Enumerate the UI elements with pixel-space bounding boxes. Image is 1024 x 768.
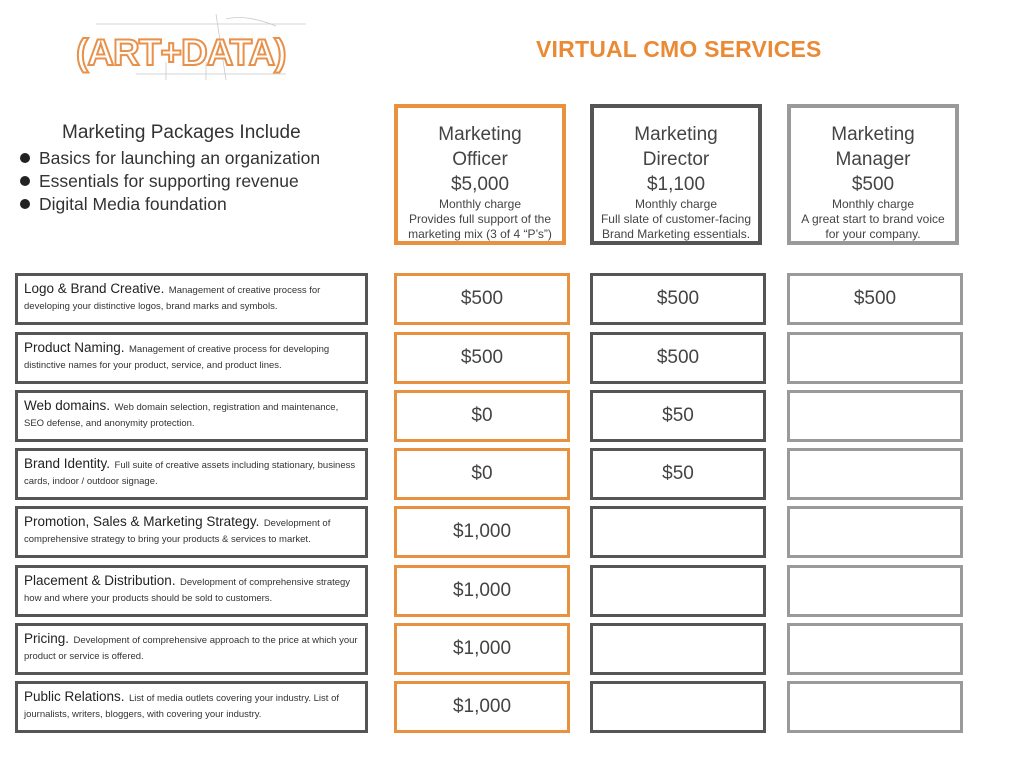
logo-wordmark: (ART+DATA)	[76, 32, 286, 73]
service-row-public-relations	[15, 681, 368, 733]
service-row-promotion	[15, 506, 368, 558]
price-cell-manager	[787, 390, 963, 442]
plan-name-line1: Marketing	[831, 124, 915, 145]
service-row-logo-brand	[15, 273, 368, 325]
service-description: Management of creative process for developing your distinctive logos, brand marks and symbols.	[24, 285, 321, 312]
service-name: Pricing.	[24, 631, 70, 646]
plan-price: $5,000	[450, 174, 510, 195]
plan-name-line1: Marketing	[634, 124, 718, 145]
service-row-product-naming	[15, 332, 368, 384]
service-name: Public Relations.	[24, 689, 125, 704]
service-row-web-domains	[15, 390, 368, 442]
art-data-logo	[76, 14, 312, 80]
service-name: Product Naming.	[24, 340, 125, 355]
price-cell-director	[590, 565, 766, 617]
price-cell-officer: $1,000	[394, 506, 570, 558]
price-cell-officer: $0	[394, 448, 570, 500]
plan-desc-line2: marketing mix (3 of 4 “P’s”)	[408, 227, 552, 241]
service-name: Placement & Distribution.	[24, 573, 176, 588]
bullet-text: Basics for launching an organization	[39, 148, 321, 168]
service-description: Development of comprehensive strategy how and where your products should be sold to customers.	[24, 577, 351, 604]
page-title: VIRTUAL CMO SERVICES	[536, 36, 822, 62]
service-row-placement	[15, 565, 368, 617]
plan-name-line2: Manager	[835, 149, 911, 170]
price-cell-manager	[787, 565, 963, 617]
plan-charge-label: Monthly charge	[831, 197, 915, 211]
price-cell-director: $500	[590, 273, 766, 325]
plan-name-line1: Marketing	[438, 124, 522, 145]
plan-desc-line1: Full slate of customer-facing	[600, 212, 752, 226]
bullet-dot-icon	[20, 199, 30, 209]
price-cell-manager: $500	[787, 273, 963, 325]
price-cell-director: $500	[590, 332, 766, 384]
price-cell-director: $50	[590, 448, 766, 500]
service-description: Development of comprehensive approach to the price at which your product or service is offered.	[24, 635, 358, 662]
plan-price: $500	[851, 174, 895, 195]
packages-heading: Marketing Packages Include	[62, 122, 301, 143]
service-description: Development of comprehensive strategy to bring your products & services to market.	[24, 518, 331, 545]
price-cell-manager	[787, 623, 963, 675]
service-description: Web domain selection, registration and maintenance, SEO defense, and anonymity protection.	[24, 402, 339, 429]
service-description: Management of creative process for developing distinctive names for your product, service, and product lines.	[24, 344, 330, 371]
plan-name-line2: Director	[642, 149, 710, 170]
price-cell-manager	[787, 332, 963, 384]
price-cell-director	[590, 623, 766, 675]
service-name: Logo & Brand Creative.	[24, 281, 165, 296]
plan-desc-line2: for your company.	[825, 227, 921, 241]
plan-name-line2: Officer	[452, 149, 508, 170]
plan-card-marketing-director	[590, 104, 762, 245]
price-cell-officer: $1,000	[394, 623, 570, 675]
price-cell-officer: $500	[394, 273, 570, 325]
service-description: List of media outlets covering your industry. List of journalists, writers, bloggers, with covering your industry.	[24, 693, 339, 720]
service-name: Promotion, Sales & Marketing Strategy.	[24, 514, 260, 529]
plan-card-marketing-manager	[787, 104, 959, 245]
plan-desc-line1: A great start to brand voice	[801, 212, 945, 226]
packages-bullet-list	[20, 147, 320, 216]
service-name: Web domains.	[24, 398, 111, 413]
service-description: Full suite of creative assets including stationary, business cards, indoor / outdoor signage.	[24, 460, 356, 487]
bullet-item	[20, 170, 320, 193]
bullet-text: Digital Media foundation	[39, 194, 227, 214]
price-cell-officer: $1,000	[394, 565, 570, 617]
price-cell-officer: $500	[394, 332, 570, 384]
service-row-brand-identity	[15, 448, 368, 500]
plan-card-marketing-officer	[394, 104, 566, 245]
plan-price: $1,100	[646, 174, 706, 195]
service-row-pricing	[15, 623, 368, 675]
bullet-item	[20, 193, 320, 216]
plan-charge-label: Monthly charge	[438, 197, 522, 211]
bullet-dot-icon	[20, 153, 30, 163]
plan-desc-line1: Provides full support of the	[408, 212, 552, 226]
plan-charge-label: Monthly charge	[634, 197, 718, 211]
plan-desc-line2: Brand Marketing essentials.	[601, 227, 751, 241]
price-cell-manager	[787, 448, 963, 500]
bullet-item	[20, 147, 320, 170]
price-cell-director	[590, 681, 766, 733]
price-cell-manager	[787, 681, 963, 733]
price-cell-director	[590, 506, 766, 558]
price-cell-officer: $1,000	[394, 681, 570, 733]
price-cell-manager	[787, 506, 963, 558]
service-name: Brand Identity.	[24, 456, 111, 471]
price-cell-director: $50	[590, 390, 766, 442]
bullet-dot-icon	[20, 176, 30, 186]
bullet-text: Essentials for supporting revenue	[39, 171, 299, 191]
price-cell-officer: $0	[394, 390, 570, 442]
